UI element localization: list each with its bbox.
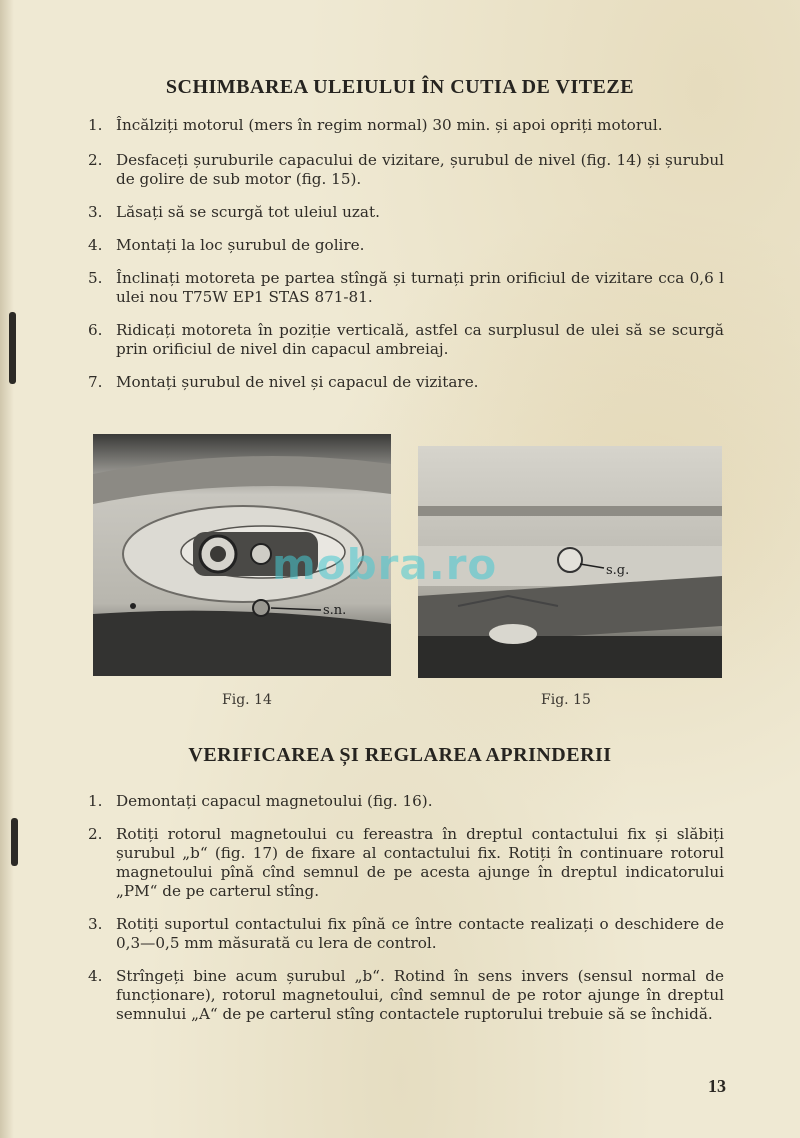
step-text: Rotiți rotorul magnetoului cu fereastra în dreptul contactului fix și slăbiți șurubul „b“ (fig. 17) de fixare al contactului fix. Rotiți în continuare rotorul magnetoului pînă cînd semnul de pe acesta ajunge în dreptul indicatorului „PM“ de pe carterul stîng.: [116, 825, 724, 900]
section-title-oil-change: SCHIMBAREA ULEIULUI ÎN CUTIA DE VITEZE: [165, 76, 635, 98]
step-text: Desfaceți șuruburile capacului de vizitare, șurubul de nivel (fig. 14) și șurubul de golire de sub motor (fig. 15).: [116, 151, 724, 188]
figure-14-label: s.n.: [323, 603, 347, 618]
step-item: [88, 236, 724, 255]
step-item: [88, 116, 724, 135]
step-item: [88, 321, 724, 359]
step-item: [88, 915, 724, 953]
step-text: Rotiți suportul contactului fix pînă ce între contacte realizați o deschidere de 0,3—0,5 mm măsurată cu lera de control.: [116, 915, 724, 952]
step-number: 6.: [88, 321, 103, 339]
step-text: Înclinați motoreta pe partea stîngă și turnați prin orificiul de vizitare cca 0,6 l ulei nou T75W EP1 STAS 871-81.: [116, 269, 724, 306]
figure-14-caption: Fig. 14: [222, 692, 272, 708]
step-text: Ridicați motoreta în poziție verticală, astfel ca surplusul de ulei să se scurgă prin orificiul de nivel din capacul ambreiaj.: [116, 321, 724, 358]
step-number: 1.: [88, 792, 103, 810]
step-number: 4.: [88, 967, 103, 985]
step-item: [88, 967, 724, 1024]
step-item: [88, 792, 724, 811]
step-item: [88, 203, 724, 222]
step-number: 3.: [88, 915, 103, 933]
step-item: [88, 269, 724, 307]
step-text: Lăsați să se scurgă tot uleiul uzat.: [116, 203, 380, 221]
step-number: 1.: [88, 116, 103, 134]
watermark-text: mobra.ro: [272, 540, 498, 589]
figure-15-label: s.g.: [606, 563, 630, 578]
step-text: Montați la loc șurubul de golire.: [116, 236, 365, 254]
page-number: 13: [708, 1076, 726, 1096]
staple-top: [9, 312, 16, 384]
step-number: 3.: [88, 203, 103, 221]
step-item: [88, 151, 724, 189]
step-text: Încălziți motorul (mers în regim normal) 30 min. și apoi opriți motorul.: [116, 116, 663, 134]
step-number: 2.: [88, 151, 103, 169]
step-text: Demontați capacul magnetoului (fig. 16).: [116, 792, 433, 810]
figure-15-caption: Fig. 15: [541, 692, 591, 708]
staple-bottom: [11, 818, 18, 866]
step-number: 4.: [88, 236, 103, 254]
section-title-ignition: VERIFICAREA ȘI REGLAREA APRINDERII: [188, 744, 612, 766]
oil-change-steps: [88, 116, 724, 392]
step-item: [88, 825, 724, 901]
binding-edge-shadow: [0, 0, 14, 1138]
step-item: [88, 373, 724, 392]
step-text: Montați șurubul de nivel și capacul de vizitare.: [116, 373, 479, 391]
step-number: 2.: [88, 825, 103, 843]
step-text: Strîngeți bine acum șurubul „b“. Rotind în sens invers (sensul normal de funcționare), rotorul magnetoului, cînd semnul de pe rotor ajunge în dreptul semnului „A“ de pe carterul stîng contactele ruptorului trebuie să se închidă.: [116, 967, 724, 1023]
step-number: 5.: [88, 269, 103, 287]
step-number: 7.: [88, 373, 103, 391]
ignition-steps: [88, 792, 724, 1024]
